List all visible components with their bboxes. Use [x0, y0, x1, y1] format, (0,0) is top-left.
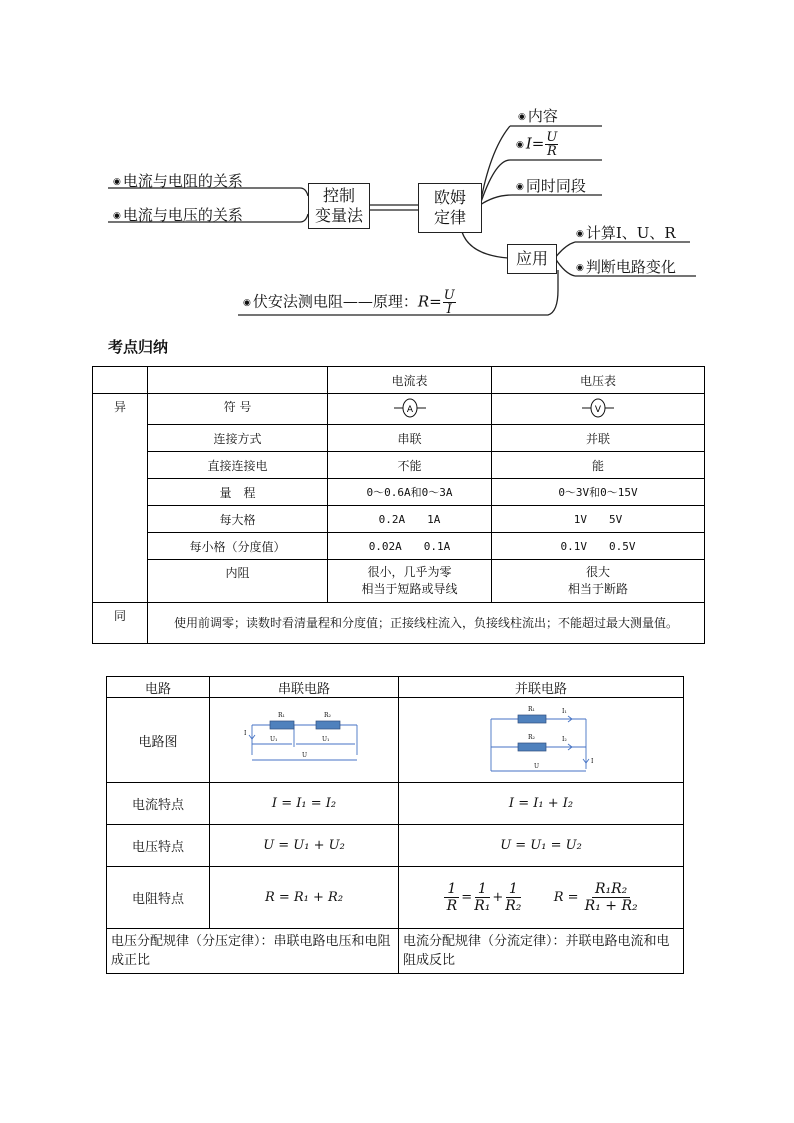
diff-label: 异: [93, 394, 148, 603]
same-label: 同: [93, 603, 148, 644]
table-row: [93, 367, 705, 394]
svg-text:I: I: [591, 758, 594, 765]
mindmap-box-control-variable: 控制 变量法: [308, 183, 370, 229]
svg-text:I: I: [244, 730, 247, 737]
col-header-voltmeter: 电压表: [492, 367, 705, 394]
voltmeter-value: 并联: [492, 425, 705, 452]
mindmap-lines: [0, 0, 794, 330]
svg-text:U₁: U₁: [270, 736, 278, 743]
table-row: [93, 479, 705, 506]
voltmeter-value: 很大 相当于断路: [492, 560, 705, 603]
meter-comparison-table: [92, 366, 705, 644]
svg-text:R₁: R₁: [528, 706, 535, 713]
mindmap-branch-calculate: ◉ 计算I、U、R: [576, 224, 676, 242]
row-label: 量 程: [148, 479, 328, 506]
voltmeter-symbol-icon: [578, 397, 618, 419]
voltmeter-value: 0.1V 0.5V: [492, 533, 705, 560]
parallel-current-formula: I = I₁ + I₂: [399, 783, 684, 825]
row-label-resistance: 电阻特点: [107, 867, 210, 929]
series-resistance-formula: R = R₁ + R₂: [210, 867, 399, 929]
parallel-voltage-formula: U = U₁ = U₂: [399, 825, 684, 867]
svg-text:V: V: [594, 404, 602, 415]
ammeter-symbol-icon: [390, 397, 430, 419]
svg-text:A: A: [406, 404, 413, 415]
svg-text:U: U: [534, 763, 540, 770]
row-label: 内阻: [148, 560, 328, 603]
ammeter-value: 0.2A 1A: [328, 506, 492, 533]
section-title: 考点归纳: [108, 338, 169, 356]
parallel-circuit-diagram: [476, 701, 606, 779]
row-label: 连接方式: [148, 425, 328, 452]
col-header-ammeter: 电流表: [328, 367, 492, 394]
row-label: 每大格: [148, 506, 328, 533]
header-series: 串联电路: [210, 677, 399, 698]
table-row: [93, 533, 705, 560]
row-label: 符 号: [148, 394, 328, 425]
series-diagram-cell: [210, 698, 399, 783]
series-rule: 电压分配规律（分压定律）：串联电路电压和电阻成正比: [107, 929, 399, 974]
svg-text:R₂: R₂: [528, 734, 535, 741]
parallel-resistance-formula: $\frac{1}{R}$ = $\frac{1}{\text{R₁}}$ + $\frac{1}{\text{R₂}}$ R = $\frac{\text{R₁R₂}}{\text{R₁ + R₂}}$: [399, 867, 684, 929]
same-text: 使用前调零；读数时看清量程和分度值；正接线柱流入，负接线柱流出；不能超过最大测量值。: [148, 603, 705, 644]
fraction: $\frac{1}{\text{R₁}}$: [474, 881, 491, 914]
series-circuit-diagram: [242, 705, 366, 775]
mindmap-box-apply: 应用: [507, 244, 557, 274]
ammeter-value: 0～0.6A和0～3A: [328, 479, 492, 506]
ohm-formula-fraction: $\frac{U}{R}$: [546, 130, 558, 159]
table-row: [107, 929, 684, 974]
mindmap-branch-current-resistance: ◉ 电流与电阻的关系: [113, 172, 243, 190]
circuit-comparison-table: [106, 676, 684, 974]
table-row: [107, 867, 684, 929]
table-row: [93, 506, 705, 533]
table-row: [93, 425, 705, 452]
fraction: $\frac{1}{\text{R₂}}$: [505, 881, 522, 914]
mindmap-box-ohm-law: 欧姆 定律: [418, 183, 482, 233]
table-row: [93, 452, 705, 479]
header-parallel: 并联电路: [399, 677, 684, 698]
row-label-diagram: 电路图: [107, 698, 210, 783]
ammeter-value: 0.02A 0.1A: [328, 533, 492, 560]
ammeter-value: 很小，几乎为零 相当于短路或导线: [328, 560, 492, 603]
parallel-diagram-cell: [399, 698, 684, 783]
svg-text:U₁: U₁: [322, 736, 330, 743]
row-label-current: 电流特点: [107, 783, 210, 825]
row-label: 每小格（分度值）: [148, 533, 328, 560]
mindmap-branch-content: ◉ 内容: [518, 107, 558, 125]
voltammetry-fraction: $\frac{U}{I}$: [443, 288, 455, 317]
mindmap-branch-current-voltage: ◉ 电流与电压的关系: [113, 206, 243, 224]
svg-text:I₂: I₂: [562, 736, 567, 743]
parallel-rule: 电流分配规律（分流定律）：并联电路电流和电阻成反比: [399, 929, 684, 974]
mindmap-branch-same-time: ◉ 同时同段: [516, 177, 586, 195]
series-voltage-formula: U = U₁ + U₂: [210, 825, 399, 867]
svg-text:R₂: R₂: [324, 712, 331, 719]
table-row: [93, 560, 705, 603]
voltmeter-value: 1V 5V: [492, 506, 705, 533]
svg-text:R₁: R₁: [278, 712, 285, 719]
svg-text:I₁: I₁: [562, 708, 567, 715]
ammeter-value: 不能: [328, 452, 492, 479]
table-row: [93, 603, 705, 644]
voltmeter-symbol-cell: [492, 394, 705, 425]
ammeter-value: 串联: [328, 425, 492, 452]
voltmeter-value: 能: [492, 452, 705, 479]
row-label: 直接连接电: [148, 452, 328, 479]
fraction: $\frac{1}{R}$: [444, 881, 459, 914]
row-label-voltage: 电压特点: [107, 825, 210, 867]
voltmeter-value: 0～3V和0～15V: [492, 479, 705, 506]
header-circuit: 电路: [107, 677, 210, 698]
series-current-formula: I = I₁ = I₂: [210, 783, 399, 825]
table-row: [93, 394, 705, 425]
table-row: [107, 825, 684, 867]
table-row: [107, 677, 684, 698]
fraction: $\frac{\text{R₁R₂}}{\text{R₁ + R₂}}$: [584, 881, 638, 914]
ammeter-symbol-cell: [328, 394, 492, 425]
svg-text:U: U: [302, 752, 308, 759]
mindmap-branch-voltammetry: ◉ 伏安法测电阻——原理：R= $\frac{U}{I}$: [243, 288, 455, 317]
mindmap-branch-judge-circuit: ◉ 判断电路变化: [576, 258, 676, 276]
mindmap-branch-formula: ◉ I= $\frac{U}{R}$: [516, 130, 558, 159]
table-row: [107, 698, 684, 783]
table-row: [107, 783, 684, 825]
